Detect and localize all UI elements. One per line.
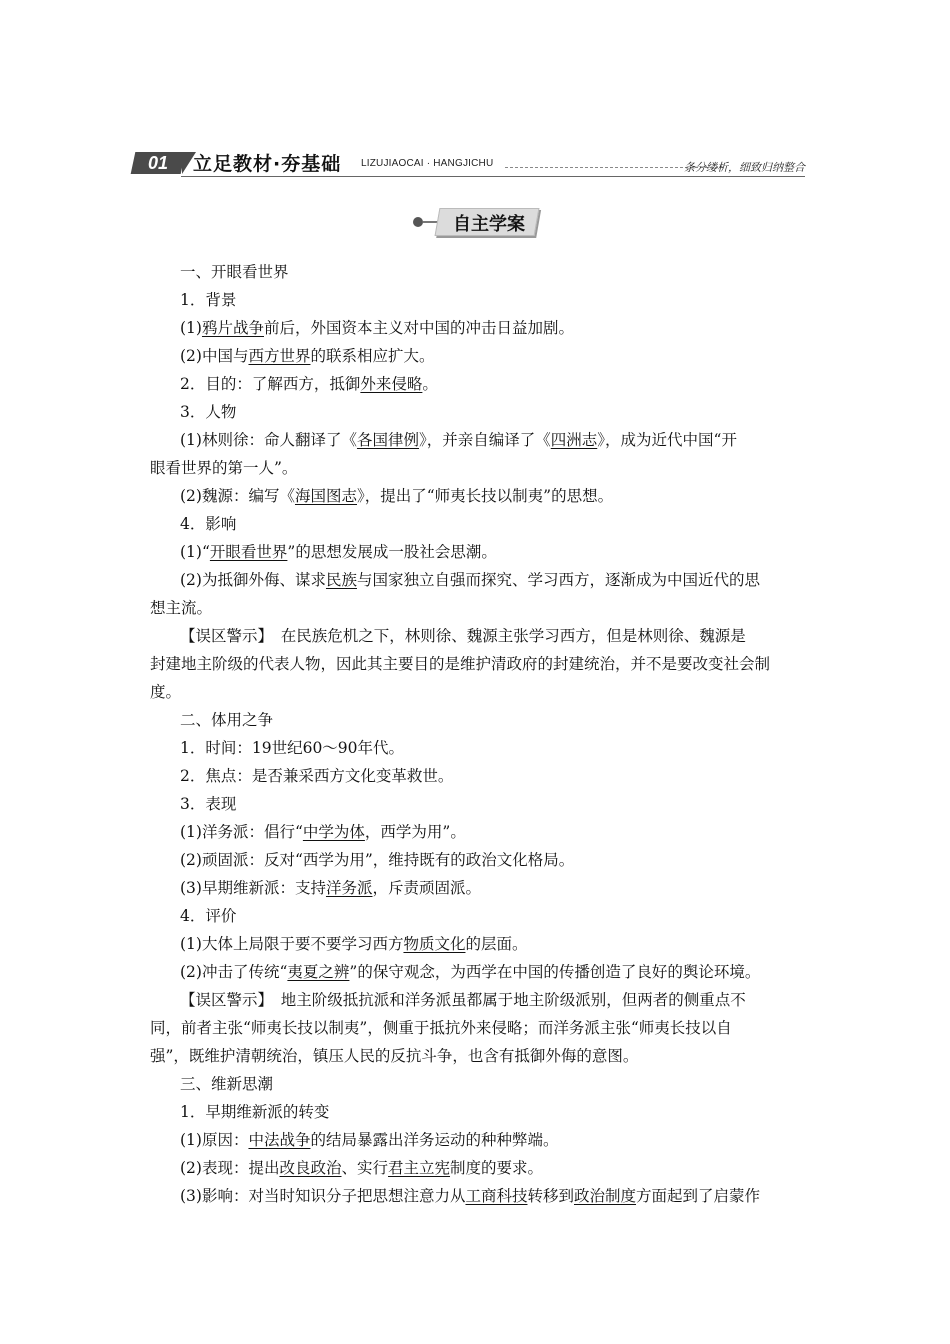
section-label-text: 自主学案 bbox=[453, 214, 525, 235]
text-span: 同，前者主张“师夷长技以制夷”，侧重于抵抗外来侵略；而洋务派主张“师夷长技以自 bbox=[150, 1019, 732, 1037]
text-line bbox=[150, 762, 818, 790]
text-line bbox=[150, 286, 818, 314]
text-span: ，西学为用”。 bbox=[364, 823, 466, 841]
text-line bbox=[150, 958, 818, 986]
section-label bbox=[413, 208, 543, 236]
blank-answer: 开眼看世界 bbox=[209, 543, 288, 561]
bullet-dot-icon bbox=[413, 217, 423, 227]
text-line bbox=[150, 594, 818, 622]
section-number-badge: 01 bbox=[131, 152, 186, 174]
blank-answer: 夷夏之辨 bbox=[287, 963, 350, 981]
text-line bbox=[150, 566, 818, 594]
text-line bbox=[150, 706, 818, 734]
text-span: 》，提出了“师夷长技以制夷”的思想。 bbox=[356, 487, 614, 505]
text-span: 转移到 bbox=[527, 1187, 574, 1205]
text-line bbox=[150, 1042, 818, 1070]
text-line bbox=[150, 538, 818, 566]
text-line bbox=[150, 1070, 818, 1098]
text-span: 想主流。 bbox=[150, 599, 213, 617]
text-span: 度。 bbox=[150, 683, 182, 701]
text-line bbox=[150, 734, 818, 762]
document-body bbox=[150, 258, 818, 1210]
text-span: 制度的要求。 bbox=[450, 1159, 544, 1177]
blank-answer: 改良政治 bbox=[279, 1159, 342, 1177]
text-line bbox=[150, 1126, 818, 1154]
text-span: (2)冲击了传统“ bbox=[180, 963, 288, 981]
text-span: 》，成为近代中国“开 bbox=[597, 431, 737, 449]
text-span: 2．焦点：是否兼采西方文化变革救世。 bbox=[180, 767, 454, 785]
banner-pinyin: LIZUJIAOCAI · HANGJICHU bbox=[361, 158, 494, 169]
text-span: 2．目的：了解西方，抵御 bbox=[180, 375, 361, 393]
text-line bbox=[150, 482, 818, 510]
text-line bbox=[150, 790, 818, 818]
text-span: (3)影响：对当时知识分子把思想注意力从 bbox=[180, 1187, 466, 1205]
text-span: 4．影响 bbox=[180, 515, 237, 533]
text-span: 1．背景 bbox=[180, 291, 237, 309]
text-span: 三、维新思潮 bbox=[180, 1075, 274, 1093]
text-span: ”的思想发展成一股社会思潮。 bbox=[287, 543, 497, 561]
text-span: ，斥责顽固派。 bbox=[372, 879, 481, 897]
text-line bbox=[150, 1014, 818, 1042]
text-span: 3．表现 bbox=[180, 795, 237, 813]
text-span: 眼看世界的第一人”。 bbox=[150, 459, 298, 477]
text-span: ”的保守观念，为西学在中国的传播创造了良好的舆论环境。 bbox=[349, 963, 761, 981]
text-span: 前后，外国资本主义对中国的冲击日益加剧。 bbox=[263, 319, 574, 337]
text-line bbox=[150, 902, 818, 930]
warning-text: 【误区警示】 在民族危机之下，林则徐、魏源主张学习西方，但是林则徐、魏源是 bbox=[180, 627, 746, 645]
blank-answer: 外来侵略 bbox=[360, 375, 423, 393]
text-line bbox=[150, 818, 818, 846]
blank-answer: 洋务派 bbox=[325, 879, 373, 897]
text-span: (1)“ bbox=[180, 543, 210, 561]
text-line bbox=[150, 314, 818, 342]
blank-answer: 西方世界 bbox=[248, 347, 311, 365]
text-line bbox=[150, 1182, 818, 1210]
text-span: 与国家独立自强而探究、学习西方，逐渐成为中国近代的思 bbox=[356, 571, 760, 589]
text-span: 3．人物 bbox=[180, 403, 237, 421]
text-span: 。 bbox=[422, 375, 438, 393]
text-span: 二、体用之争 bbox=[180, 711, 274, 729]
text-line bbox=[150, 258, 818, 286]
text-span: (2)表现：提出 bbox=[180, 1159, 280, 1177]
text-span: 一、开眼看世界 bbox=[180, 263, 289, 281]
text-span: (1)林则徐：命人翻译了《 bbox=[180, 431, 357, 449]
text-span: (3)早期维新派：支持 bbox=[180, 879, 326, 897]
blank-answer: 民族 bbox=[325, 571, 357, 589]
text-span: (1)洋务派：倡行“ bbox=[180, 823, 303, 841]
text-span: 的联系相应扩大。 bbox=[310, 347, 435, 365]
text-span: (2)中国与 bbox=[180, 347, 249, 365]
text-span: 》，并亲自编译了《 bbox=[418, 431, 551, 449]
text-line bbox=[150, 1154, 818, 1182]
text-span: (2)为抵御外侮、谋求 bbox=[180, 571, 326, 589]
text-line bbox=[150, 846, 818, 874]
text-span: (1)大体上局限于要不要学习西方 bbox=[180, 935, 404, 953]
text-line bbox=[150, 510, 818, 538]
warning-text: 【误区警示】 地主阶级抵抗派和洋务派虽都属于地主阶级派别，但两者的侧重点不 bbox=[180, 991, 746, 1009]
text-span: 强”，既维护清朝统治，镇压人民的反抗斗争，也含有抵御外侮的意图。 bbox=[150, 1047, 639, 1065]
blank-answer: 物质文化 bbox=[403, 935, 466, 953]
blank-answer: 四洲志 bbox=[550, 431, 598, 449]
text-span: (2)魏源：编写《 bbox=[180, 487, 295, 505]
blank-answer: 各国律例 bbox=[356, 431, 419, 449]
text-span: 封建地主阶级的代表人物，因此其主要目的是维护清政府的封建统治，并不是要改变社会制 bbox=[150, 655, 771, 673]
text-span: 的结局暴露出洋务运动的种种弊端。 bbox=[310, 1131, 559, 1149]
banner-tagline: 条分缕析，细致归纳整合 bbox=[684, 161, 805, 174]
text-line bbox=[150, 622, 818, 650]
text-line bbox=[150, 678, 818, 706]
text-line bbox=[150, 426, 818, 454]
text-span: (1)原因： bbox=[180, 1131, 249, 1149]
blank-answer: 工商科技 bbox=[465, 1187, 528, 1205]
text-span: (1) bbox=[180, 319, 202, 337]
blank-answer: 政治制度 bbox=[574, 1187, 637, 1205]
blank-answer: 君主立宪 bbox=[388, 1159, 451, 1177]
text-span: 、实行 bbox=[341, 1159, 388, 1177]
text-line bbox=[150, 650, 818, 678]
text-line bbox=[150, 1098, 818, 1126]
text-span: 的层面。 bbox=[465, 935, 528, 953]
text-line bbox=[150, 342, 818, 370]
text-span: 1．早期维新派的转变 bbox=[180, 1103, 330, 1121]
blank-answer: 海国图志 bbox=[294, 487, 357, 505]
banner-title: 立足教材·夯基础 bbox=[193, 153, 342, 175]
blank-answer: 中学为体 bbox=[302, 823, 365, 841]
text-span: 1．时间：19世纪60～90年代。 bbox=[180, 739, 405, 757]
text-line bbox=[150, 454, 818, 482]
text-span: (2)顽固派：反对“西学为用”，维持既有的政治文化格局。 bbox=[180, 851, 575, 869]
text-line bbox=[150, 370, 818, 398]
blank-answer: 中法战争 bbox=[248, 1131, 311, 1149]
text-line bbox=[150, 874, 818, 902]
section-banner bbox=[133, 146, 805, 178]
text-line bbox=[150, 930, 818, 958]
text-span: 4．评价 bbox=[180, 907, 237, 925]
text-line bbox=[150, 986, 818, 1014]
text-line bbox=[150, 398, 818, 426]
blank-answer: 鸦片战争 bbox=[201, 319, 264, 337]
text-span: 方面起到了启蒙作 bbox=[636, 1187, 761, 1205]
banner-underline bbox=[181, 176, 805, 177]
